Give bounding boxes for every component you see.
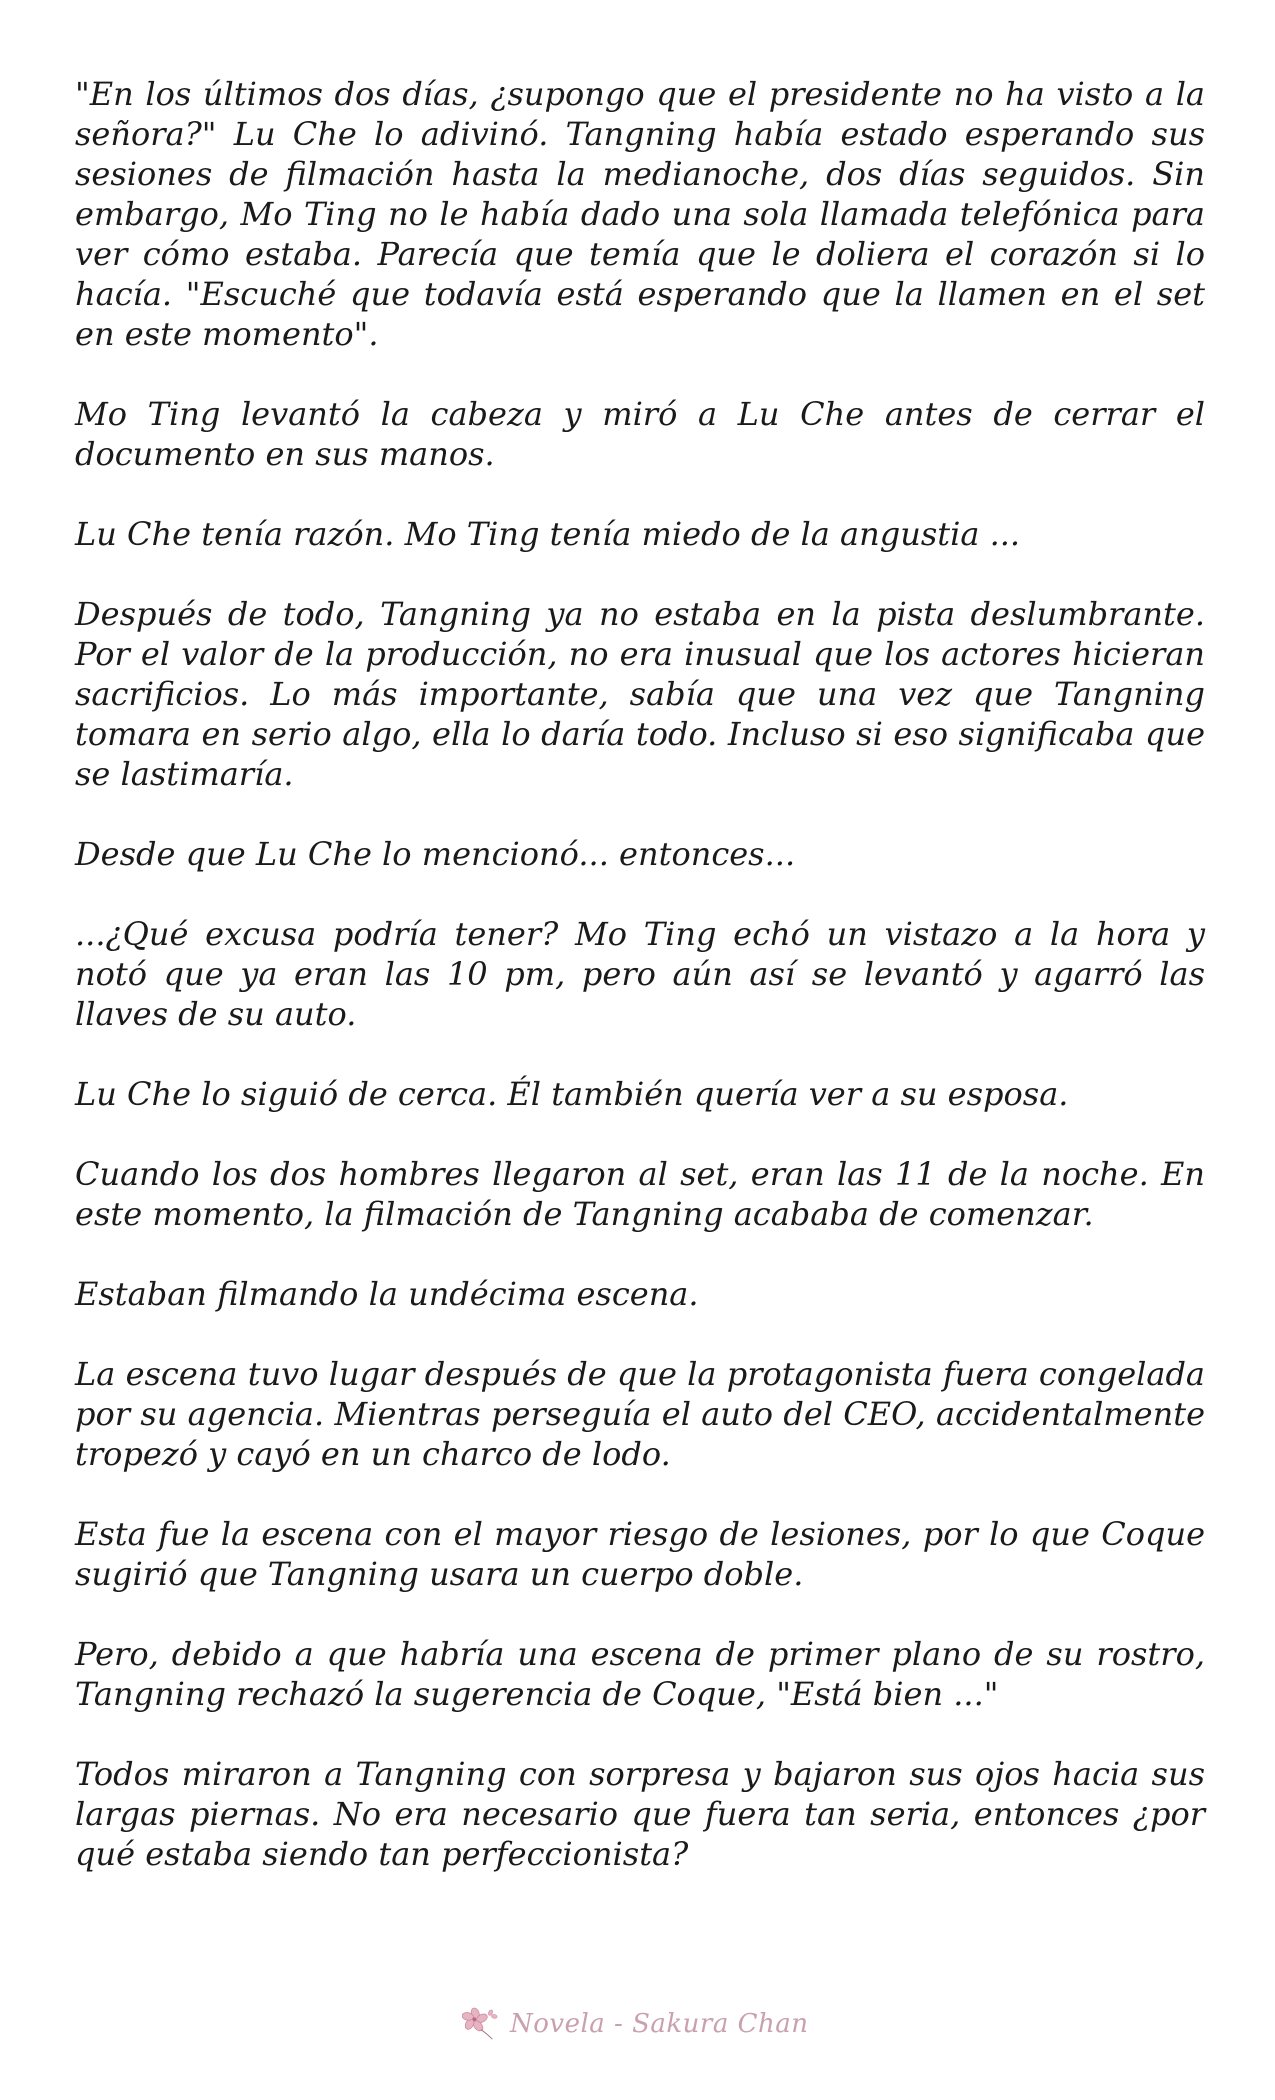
paragraph: Lu Che tenía razón. Mo Ting tenía miedo de la angustia ... — [75, 515, 1021, 553]
paragraph: Lu Che lo siguió de cerca. Él también quería ver a su esposa. — [75, 1075, 1069, 1113]
paragraph: ...¿Qué excusa podría tener? Mo Ting echó un vistazo a la hora y notó que ya eran las 10 pm, pero aún así se levantó y agarró las llaves de su auto. — [75, 915, 1205, 1033]
sakura-flower-icon — [462, 2005, 500, 2043]
paragraph: Desde que Lu Che lo mencionó... entonces... — [75, 835, 796, 873]
paragraph: Todos miraron a Tangning con sorpresa y bajaron sus ojos hacia sus largas piernas. No era necesario que fuera tan seria, entonces ¿por qué estaba siendo tan perfeccionista? — [75, 1755, 1205, 1873]
paragraph: Estaban filmando la undécima escena. — [75, 1275, 699, 1313]
paragraph: La escena tuvo lugar después de que la protagonista fuera congelada por su agencia. Mientras perseguía el auto del CEO, accidentalmente tropezó y cayó en un charco de lodo. — [75, 1355, 1205, 1473]
paragraph: Pero, debido a que habría una escena de primer plano de su rostro, Tangning rechazó la sugerencia de Coque, "Está bien ..." — [75, 1635, 1205, 1713]
paragraph: Mo Ting levantó la cabeza y miró a Lu Che antes de cerrar el documento en sus manos. — [75, 395, 1205, 473]
watermark-text: Novela - Sakura Chan — [510, 2009, 809, 2039]
paragraph: Esta fue la escena con el mayor riesgo de lesiones, por lo que Coque sugirió que Tangning usara un cuerpo doble. — [75, 1515, 1205, 1593]
watermark — [462, 2000, 842, 2048]
paragraph: Cuando los dos hombres llegaron al set, eran las 11 de la noche. En este momento, la filmación de Tangning acababa de comenzar. — [75, 1155, 1205, 1233]
paragraph: Después de todo, Tangning ya no estaba en la pista deslumbrante. Por el valor de la producción, no era inusual que los actores hicieran sacrificios. Lo más importante, sabía que una vez que Tangning tomara en serio algo, ella lo daría todo. Incluso si eso significaba que se lastimaría. — [75, 595, 1205, 793]
document-body — [75, 74, 1205, 1914]
paragraph: "En los últimos dos días, ¿supongo que el presidente no ha visto a la señora?" Lu Che lo adivinó. Tangning había estado esperando sus sesiones de filmación hasta la medianoche, dos días seguidos. Sin embargo, Mo Ting no le había dado una sola llamada telefónica para ver cómo estaba. Parecía que temía que le doliera el corazón si lo hacía. "Escuché que todavía está esperando que la llamen en el set en este momento". — [75, 75, 1205, 353]
